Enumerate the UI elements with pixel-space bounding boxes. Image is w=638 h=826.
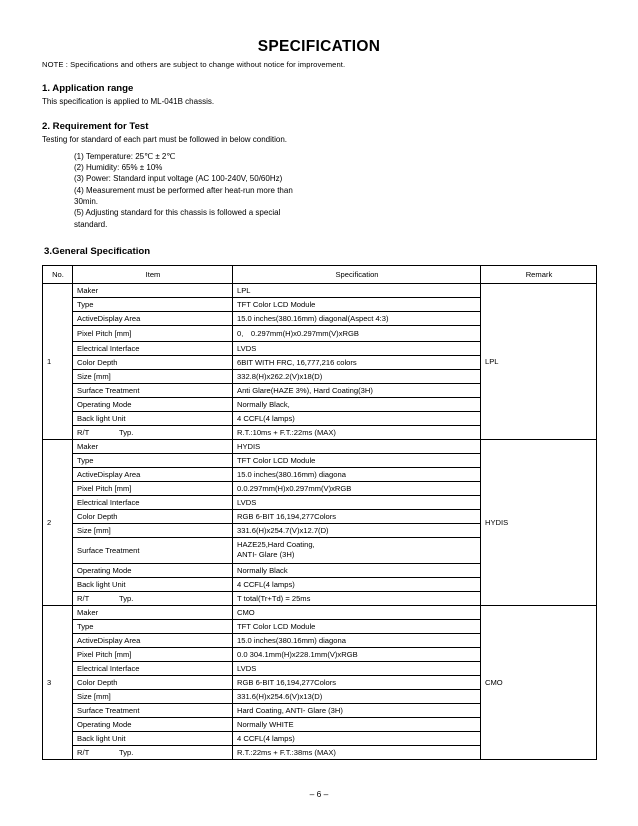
- cell-specification: 15.0 inches(380.16mm) diagonal(Aspect 4:3): [233, 312, 481, 326]
- cell-item: Electrical Interface: [73, 496, 233, 510]
- cell-specification: LVDS: [233, 496, 481, 510]
- cell-item: ActiveDisplay Area: [73, 312, 233, 326]
- cell-item: Surface Treatment: [73, 384, 233, 398]
- cell-remark: HYDIS: [481, 440, 597, 606]
- cell-specification: TFT Color LCD Module: [233, 298, 481, 312]
- cell-item: Operating Mode: [73, 717, 233, 731]
- cell-specification: RGB 6-BIT 16,194,277Colors: [233, 675, 481, 689]
- col-header-remark: Remark: [481, 266, 597, 284]
- list-item: (4) Measurement must be performed after heat-run more than: [74, 185, 293, 195]
- section-2-body: Testing for standard of each part must be followed in below condition.: [42, 134, 288, 144]
- col-header-item: Item: [73, 266, 233, 284]
- cell-specification: 331.6(H)x254.6(V)x13(D): [233, 689, 481, 703]
- cell-specification: TFT Color LCD Module: [233, 619, 481, 633]
- cell-item: Size [mm]: [73, 524, 233, 538]
- document-note: NOTE : Specifications and others are subject to change without notice for improvement.: [42, 60, 346, 69]
- cell-specification: 0.0 304.1mm(H)x228.1mm(V)xRGB: [233, 647, 481, 661]
- cell-item: Size [mm]: [73, 689, 233, 703]
- col-header-no: No.: [43, 266, 73, 284]
- cell-item-label: R/T: [77, 747, 90, 757]
- cell-specification: Anti Glare(HAZE 3%), Hard Coating(3H): [233, 384, 481, 398]
- cell-specification: 4 CCFL(4 lamps): [233, 731, 481, 745]
- cell-no: 1: [43, 284, 73, 440]
- cell-specification: RGB 6-BIT 16,194,277Colors: [233, 510, 481, 524]
- cell-item: Pixel Pitch [mm]: [73, 326, 233, 342]
- list-item: (1) Temperature: 25℃ ± 2℃: [74, 151, 176, 161]
- table-row: [43, 440, 597, 454]
- cell-item: ActiveDisplay Area: [73, 633, 233, 647]
- list-item-continuation: standard.: [74, 219, 108, 229]
- cell-item: Back light Unit: [73, 731, 233, 745]
- list-item-continuation: 30min.: [74, 197, 99, 207]
- list-item: (3) Power: Standard input voltage (AC 100-240V, 50/60Hz): [74, 174, 283, 184]
- cell-item: Color Depth: [73, 510, 233, 524]
- section-2-heading: 2. Requirement for Test: [42, 120, 149, 132]
- cell-remark: LPL: [481, 284, 597, 440]
- section-1-heading: 1. Application range: [42, 83, 134, 94]
- cell-specification: LVDS: [233, 342, 481, 356]
- cell-specification: 4 CCFL(4 lamps): [233, 577, 481, 591]
- table-row: [43, 605, 597, 619]
- cell-specification: HAZE25,Hard Coating, ANTI- Glare (3H): [233, 538, 481, 564]
- cell-item-label: R/T: [77, 593, 90, 603]
- cell-item: Color Depth: [73, 675, 233, 689]
- cell-specification: 332.8(H)x262.2(V)x18(D): [233, 370, 481, 384]
- cell-item: Operating Mode: [73, 398, 233, 412]
- cell-item: Type: [73, 298, 233, 312]
- cell-specification: Hard Coating, ANTI- Glare (3H): [233, 703, 481, 717]
- table-body: [43, 284, 597, 760]
- cell-item-label: R/T: [77, 428, 90, 438]
- cell-item: Electrical Interface: [73, 342, 233, 356]
- cell-item: ActiveDisplay Area: [73, 468, 233, 482]
- cell-item: Maker: [73, 440, 233, 454]
- col-header-specification: Specification: [233, 266, 481, 284]
- cell-specification: R.T.:10ms + F.T.:22ms (MAX): [233, 426, 481, 440]
- cell-item: Surface Treatment: [73, 538, 233, 564]
- cell-no: 2: [43, 440, 73, 606]
- cell-item: Type: [73, 619, 233, 633]
- page-number: – 6 –: [309, 789, 329, 799]
- cell-item-typ: Typ.: [119, 593, 134, 603]
- cell-specification: 15.0 inches(380.16mm) diagona: [233, 468, 481, 482]
- cell-item: Operating Mode: [73, 563, 233, 577]
- cell-specification: LVDS: [233, 661, 481, 675]
- document-content: [42, 38, 596, 760]
- cell-item: Surface Treatment: [73, 703, 233, 717]
- cell-specification: Normally WHITE: [233, 717, 481, 731]
- list-item: (5) Adjusting standard for this chassis is followed a special: [74, 208, 281, 218]
- cell-specification: 4 CCFL(4 lamps): [233, 412, 481, 426]
- cell-no: 3: [43, 605, 73, 759]
- cell-item: Size [mm]: [73, 370, 233, 384]
- cell-specification: Normally Black: [233, 563, 481, 577]
- list-item: (2) Humidity: 65% ± 10%: [74, 162, 163, 172]
- cell-item: [73, 591, 233, 605]
- section-1-body: This specification is applied to ML-041B chassis.: [42, 97, 215, 106]
- cell-specification: CMO: [233, 605, 481, 619]
- cell-specification: 0． 0.297mm(H)x0.297mm(V)xRGB: [233, 326, 481, 342]
- cell-item: Maker: [73, 605, 233, 619]
- cell-specification: 331.6(H)x254.7(V)x12.7(D): [233, 524, 481, 538]
- cell-item: Pixel Pitch [mm]: [73, 647, 233, 661]
- table-header-row: [43, 266, 597, 284]
- cell-item-typ: Typ.: [119, 428, 134, 438]
- cell-item: [73, 426, 233, 440]
- cell-specification: 0.0.297mm(H)x0.297mm(V)xRGB: [233, 482, 481, 496]
- cell-item: Type: [73, 454, 233, 468]
- page-title: SPECIFICATION: [257, 38, 381, 55]
- cell-specification: 6BIT WITH FRC, 16,777,216 colors: [233, 356, 481, 370]
- cell-item-typ: Typ.: [119, 747, 134, 757]
- cell-item: [73, 745, 233, 759]
- cell-item: Color Depth: [73, 356, 233, 370]
- cell-specification: HYDIS: [233, 440, 481, 454]
- cell-item: Back light Unit: [73, 577, 233, 591]
- cell-item: Back light Unit: [73, 412, 233, 426]
- table-row: [43, 284, 597, 298]
- test-conditions-list: [42, 151, 596, 231]
- cell-specification: TFT Color LCD Module: [233, 454, 481, 468]
- cell-item: Maker: [73, 284, 233, 298]
- cell-item: Electrical Interface: [73, 661, 233, 675]
- cell-specification: 15.0 inches(380.16mm) diagona: [233, 633, 481, 647]
- cell-specification: T total(Tr+Td) = 25ms: [233, 591, 481, 605]
- general-specification-table: [42, 265, 597, 760]
- cell-specification: LPL: [233, 284, 481, 298]
- cell-specification: Normally Black,: [233, 398, 481, 412]
- cell-item: Pixel Pitch [mm]: [73, 482, 233, 496]
- section-3-heading: 3.General Specification: [44, 246, 151, 258]
- cell-specification: R.T.:22ms + F.T.:38ms (MAX): [233, 745, 481, 759]
- cell-remark: CMO: [481, 605, 597, 759]
